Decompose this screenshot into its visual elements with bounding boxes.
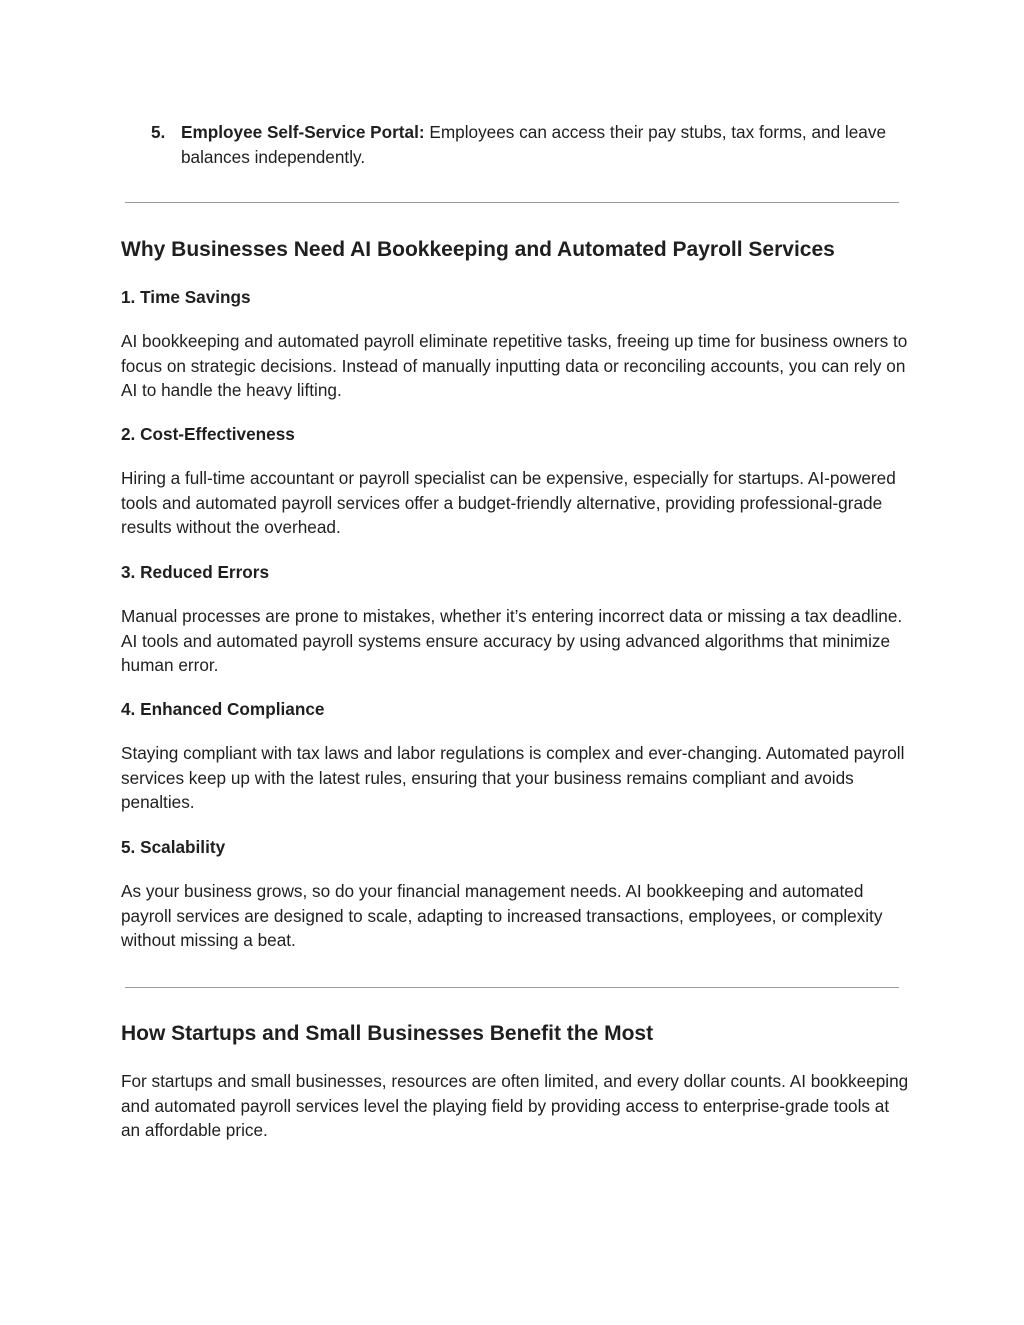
horizontal-divider [125,987,899,988]
subheading-cost-effectiveness: 2. Cost-Effectiveness [121,424,295,444]
paragraph-how-startups-benefit: For startups and small businesses, resources are often limited, and every dollar counts. AI bookkeeping and automated payroll services level the playing field by providing access to enterprise-grade tools at an affordable price. [121,1071,909,1140]
list-number: 5. [151,122,166,142]
list-item-text: Employees can access their pay stubs, tax forms, and leave balances independently. [181,122,887,167]
paragraph-time-savings: AI bookkeeping and automated payroll eliminate repetitive tasks, freeing up time for business owners to focus on strategic decisions. Instead of manually inputting data or reconciling accounts, you can rely on AI to handle the heavy lifting. [121,331,908,400]
horizontal-divider [125,202,899,203]
section-heading-why: Why Businesses Need AI Bookkeeping and Automated Payroll Services [121,238,835,261]
subheading-enhanced-compliance: 4. Enhanced Compliance [121,699,325,719]
subheading-reduced-errors: 3. Reduced Errors [121,562,270,582]
paragraph-enhanced-compliance: Staying compliant with tax laws and labor regulations is complex and ever-changing. Automated payroll services keep up with the latest rules, ensuring that your business remains compliant and avoids penalties. [121,743,905,812]
subheading-time-savings: 1. Time Savings [121,287,251,307]
paragraph-cost-effectiveness: Hiring a full-time accountant or payroll specialist can be expensive, especially for startups. AI-powered tools and automated payroll services offer a budget-friendly alternative, providing professional-grade results without the overhead. [121,468,896,537]
list-item-body [181,120,911,169]
subheading-scalability: 5. Scalability [121,837,226,857]
paragraph-scalability: As your business grows, so do your financial management needs. AI bookkeeping and automated payroll services are designed to scale, adapting to increased transactions, employees, or complexity without missing a beat. [121,881,883,950]
paragraph-reduced-errors: Manual processes are prone to mistakes, whether it’s entering incorrect data or missing a tax deadline. AI tools and automated payroll systems ensure accuracy by using advanced algorithms that minimize human error. [121,606,903,675]
section-heading-how: How Startups and Small Businesses Benefit the Most [121,1022,654,1045]
list-item-term: Employee Self-Service Portal: [181,122,425,142]
